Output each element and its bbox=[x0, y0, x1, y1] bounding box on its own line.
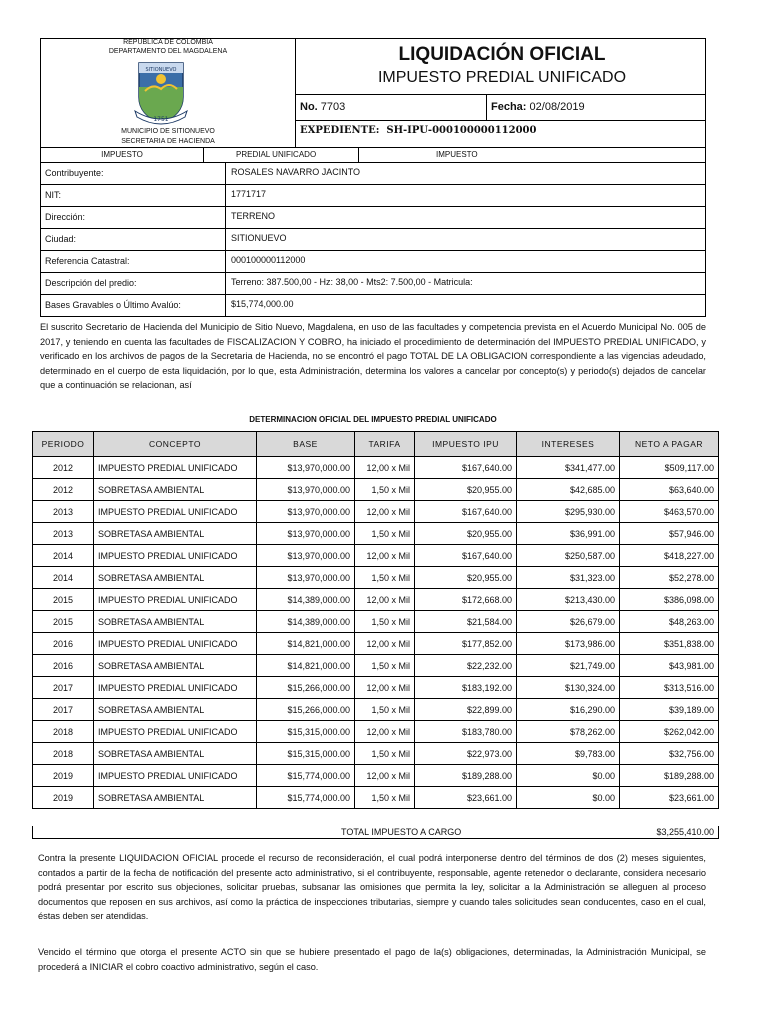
col-intereses: INTERESES bbox=[517, 432, 620, 457]
info-header-predial: PREDIAL UNIFICADO bbox=[204, 148, 359, 162]
cell-neto: $23,661.00 bbox=[620, 787, 719, 809]
table-title: DETERMINACION OFICIAL DEL IMPUESTO PREDIAL UNIFICADO bbox=[249, 415, 497, 424]
cell-periodo: 2013 bbox=[33, 501, 94, 523]
cell-concepto: SOBRETASA AMBIENTAL bbox=[94, 787, 257, 809]
taxpayer-info-table bbox=[40, 148, 706, 317]
liquidation-table bbox=[32, 431, 719, 809]
cell-concepto: IMPUESTO PREDIAL UNIFICADO bbox=[94, 721, 257, 743]
cell-base: $14,821,000.00 bbox=[257, 655, 355, 677]
cell-periodo: 2014 bbox=[33, 545, 94, 567]
cell-concepto: IMPUESTO PREDIAL UNIFICADO bbox=[94, 457, 257, 479]
cell-impuesto-ipu: $20,955.00 bbox=[415, 567, 517, 589]
seal-year: 1751 bbox=[153, 116, 169, 123]
cell-periodo: 2017 bbox=[33, 699, 94, 721]
cell-impuesto-ipu: $22,232.00 bbox=[415, 655, 517, 677]
cell-base: $15,774,000.00 bbox=[257, 765, 355, 787]
number-cell bbox=[296, 95, 487, 120]
cell-intereses: $36,991.00 bbox=[517, 523, 620, 545]
recurso-paragraph: Contra la presente LIQUIDACION OFICIAL procede el recurso de reconsideración, el cual podrá interponerse dentro del términos de dos (2) meses siguientes, contados a partir de la fecha de notificación del presente acto administrativo, si el contribuyente, responsable, agente retenedor o declarante, considera necesario podrá presentar por escrito sus objeciones, solicitar pruebas, subsanar las omisiones que permita la ley, solicitar a la Administración se alleguen al proceso documentos que reposen en sus archivos, así como la práctica de inspecciones tributarias, siempre y cuando tales solicitudes sean conducentes, caso en el cual, éstas deben ser atendidas. bbox=[38, 853, 706, 921]
info-value: 1771717 bbox=[231, 189, 267, 199]
cell-base: $13,970,000.00 bbox=[257, 501, 355, 523]
cell-neto: $509,117.00 bbox=[620, 457, 719, 479]
cell-neto: $43,981.00 bbox=[620, 655, 719, 677]
cell-periodo: 2012 bbox=[33, 479, 94, 501]
cell-concepto: SOBRETASA AMBIENTAL bbox=[94, 743, 257, 765]
coat-of-arms-logo bbox=[131, 57, 191, 127]
cell-intereses: $0.00 bbox=[517, 765, 620, 787]
cell-intereses: $213,430.00 bbox=[517, 589, 620, 611]
expediente-value: SH-IPU-000100000112000 bbox=[386, 125, 537, 136]
vencido-paragraph: Vencido el término que otorga el presente ACTO sin que se hubiere presentado el pago de la(s) obligaciones, determinadas, la Administración Municipal, se procederá a INICIAR el cobro coactivo administrativo, según el caso. bbox=[38, 947, 706, 972]
total-row bbox=[32, 826, 719, 839]
table-row bbox=[33, 655, 719, 677]
cell-concepto: IMPUESTO PREDIAL UNIFICADO bbox=[94, 501, 257, 523]
col-neto: NETO A PAGAR bbox=[620, 432, 719, 457]
cell-neto: $63,640.00 bbox=[620, 479, 719, 501]
info-value: $15,774,000.00 bbox=[231, 299, 294, 309]
cell-intereses: $173,986.00 bbox=[517, 633, 620, 655]
cell-impuesto-ipu: $20,955.00 bbox=[415, 479, 517, 501]
cell-concepto: IMPUESTO PREDIAL UNIFICADO bbox=[94, 633, 257, 655]
departamento-label: DEPARTAMENTO DEL MAGDALENA bbox=[108, 48, 228, 55]
table-row bbox=[33, 787, 719, 809]
cell-impuesto-ipu: $167,640.00 bbox=[415, 457, 517, 479]
col-base: BASE bbox=[257, 432, 355, 457]
cell-intereses: $16,290.00 bbox=[517, 699, 620, 721]
info-row-direccion bbox=[41, 207, 705, 229]
table-row bbox=[33, 457, 719, 479]
cell-base: $15,774,000.00 bbox=[257, 787, 355, 809]
cell-impuesto-ipu: $177,852.00 bbox=[415, 633, 517, 655]
cell-tarifa: 1,50 x Mil bbox=[355, 743, 415, 765]
table-row bbox=[33, 611, 719, 633]
cell-periodo: 2016 bbox=[33, 633, 94, 655]
cell-impuesto-ipu: $172,668.00 bbox=[415, 589, 517, 611]
svg-text:SITIONUEVO: SITIONUEVO bbox=[145, 67, 177, 73]
expediente-cell bbox=[300, 125, 536, 136]
cell-tarifa: 12,00 x Mil bbox=[355, 721, 415, 743]
cell-impuesto-ipu: $23,661.00 bbox=[415, 787, 517, 809]
cell-impuesto-ipu: $183,780.00 bbox=[415, 721, 517, 743]
cell-periodo: 2018 bbox=[33, 743, 94, 765]
cell-intereses: $341,477.00 bbox=[517, 457, 620, 479]
cell-neto: $351,838.00 bbox=[620, 633, 719, 655]
cell-periodo: 2019 bbox=[33, 765, 94, 787]
info-label: NIT: bbox=[41, 185, 226, 206]
table-row bbox=[33, 677, 719, 699]
cell-concepto: SOBRETASA AMBIENTAL bbox=[94, 479, 257, 501]
cell-tarifa: 1,50 x Mil bbox=[355, 611, 415, 633]
cell-intereses: $78,262.00 bbox=[517, 721, 620, 743]
cell-base: $13,970,000.00 bbox=[257, 545, 355, 567]
table-row bbox=[33, 721, 719, 743]
document-title: LIQUIDACIÓN OFICIAL bbox=[398, 44, 606, 65]
info-label: Referencia Catastral: bbox=[41, 251, 226, 272]
date-value: 02/08/2019 bbox=[529, 101, 585, 113]
table-row bbox=[33, 501, 719, 523]
cell-tarifa: 12,00 x Mil bbox=[355, 457, 415, 479]
table-row bbox=[33, 479, 719, 501]
cell-concepto: SOBRETASA AMBIENTAL bbox=[94, 611, 257, 633]
document-header bbox=[40, 38, 706, 148]
info-row-nit bbox=[41, 185, 705, 207]
table-row bbox=[33, 545, 719, 567]
info-label: Ciudad: bbox=[41, 229, 226, 250]
cell-base: $13,970,000.00 bbox=[257, 567, 355, 589]
cell-base: $14,821,000.00 bbox=[257, 633, 355, 655]
cell-neto: $313,516.00 bbox=[620, 677, 719, 699]
table-row bbox=[33, 589, 719, 611]
cell-base: $14,389,000.00 bbox=[257, 589, 355, 611]
cell-intereses: $0.00 bbox=[517, 787, 620, 809]
col-tarifa: TARIFA bbox=[355, 432, 415, 457]
cell-intereses: $295,930.00 bbox=[517, 501, 620, 523]
cell-concepto: SOBRETASA AMBIENTAL bbox=[94, 523, 257, 545]
expediente-label: EXPEDIENTE: bbox=[300, 125, 380, 136]
date-cell bbox=[487, 95, 706, 120]
cell-base: $15,266,000.00 bbox=[257, 699, 355, 721]
cell-tarifa: 1,50 x Mil bbox=[355, 479, 415, 501]
cell-impuesto-ipu: $20,955.00 bbox=[415, 523, 517, 545]
cell-tarifa: 1,50 x Mil bbox=[355, 699, 415, 721]
info-value: Terreno: 387.500,00 - Hz: 38,00 - Mts2: 7.500,00 - Matricula: bbox=[231, 277, 473, 287]
cell-neto: $32,756.00 bbox=[620, 743, 719, 765]
info-label: Contribuyente: bbox=[41, 163, 226, 184]
cell-periodo: 2016 bbox=[33, 655, 94, 677]
cell-concepto: IMPUESTO PREDIAL UNIFICADO bbox=[94, 765, 257, 787]
document-subtitle: IMPUESTO PREDIAL UNIFICADO bbox=[377, 69, 627, 86]
cell-impuesto-ipu: $167,640.00 bbox=[415, 501, 517, 523]
cell-concepto: SOBRETASA AMBIENTAL bbox=[94, 655, 257, 677]
info-row-contribuyente bbox=[41, 163, 705, 185]
number-label: No. bbox=[300, 101, 318, 113]
cell-base: $13,970,000.00 bbox=[257, 479, 355, 501]
info-header-impuesto: IMPUESTO bbox=[41, 148, 204, 162]
info-row-bases bbox=[41, 295, 705, 316]
cell-intereses: $42,685.00 bbox=[517, 479, 620, 501]
col-impuesto-ipu: IMPUESTO IPU bbox=[415, 432, 517, 457]
logo-cell bbox=[41, 39, 296, 147]
date-label: Fecha: bbox=[491, 101, 527, 113]
cell-impuesto-ipu: $22,899.00 bbox=[415, 699, 517, 721]
cell-tarifa: 12,00 x Mil bbox=[355, 501, 415, 523]
cell-impuesto-ipu: $21,584.00 bbox=[415, 611, 517, 633]
cell-tarifa: 12,00 x Mil bbox=[355, 633, 415, 655]
col-concepto: CONCEPTO bbox=[94, 432, 257, 457]
cell-neto: $463,570.00 bbox=[620, 501, 719, 523]
info-label: Bases Gravables o Último Avalúo: bbox=[41, 295, 226, 316]
cell-base: $13,970,000.00 bbox=[257, 457, 355, 479]
cell-concepto: SOBRETASA AMBIENTAL bbox=[94, 567, 257, 589]
cell-concepto: IMPUESTO PREDIAL UNIFICADO bbox=[94, 677, 257, 699]
table-row bbox=[33, 633, 719, 655]
cell-periodo: 2012 bbox=[33, 457, 94, 479]
col-periodo: PERIODO bbox=[33, 432, 94, 457]
table-row bbox=[33, 523, 719, 545]
cell-intereses: $31,323.00 bbox=[517, 567, 620, 589]
cell-neto: $48,263.00 bbox=[620, 611, 719, 633]
info-label: Dirección: bbox=[41, 207, 226, 228]
total-label: TOTAL IMPUESTO A CARGO bbox=[341, 827, 462, 837]
info-row-referencia bbox=[41, 251, 705, 273]
info-value: SITIONUEVO bbox=[231, 233, 287, 243]
table-row bbox=[33, 567, 719, 589]
cell-concepto: IMPUESTO PREDIAL UNIFICADO bbox=[94, 589, 257, 611]
cell-tarifa: 12,00 x Mil bbox=[355, 545, 415, 567]
republica-label: REPUBLICA DE COLOMBIA bbox=[123, 39, 213, 46]
info-header-impuesto-2: IMPUESTO bbox=[436, 150, 478, 159]
cell-intereses: $26,679.00 bbox=[517, 611, 620, 633]
cell-impuesto-ipu: $189,288.00 bbox=[415, 765, 517, 787]
table-row bbox=[33, 743, 719, 765]
cell-concepto: IMPUESTO PREDIAL UNIFICADO bbox=[94, 545, 257, 567]
cell-periodo: 2015 bbox=[33, 589, 94, 611]
cell-impuesto-ipu: $167,640.00 bbox=[415, 545, 517, 567]
number-date-row bbox=[296, 94, 706, 121]
cell-base: $13,970,000.00 bbox=[257, 523, 355, 545]
cell-tarifa: 12,00 x Mil bbox=[355, 589, 415, 611]
intro-paragraph: El suscrito Secretario de Hacienda del Municipio de Sitio Nuevo, Magdalena, en uso de las facultades y competencia prevista en el Acuerdo Municipal No. 005 de 2017, y teniendo en cuenta las facultades de FISCALIZACION Y COBRO, ha iniciado el procedimiento de determinación del IMPUESTO PREDIAL UNIFICADO, y verificado en los archivos de pagos de la Secretaria de Hacienda, no se encontró el pago TOTAL DE LA OBLIGACION correspondiente a las vigencias adeudado, determinado en el cuerpo de esta liquidación, por lo que, esta Administración, determina los valores a cancelar por concepto(s) y periodo(s) dejados de cancelar que a continuación se relacionan, así bbox=[40, 322, 706, 390]
cell-periodo: 2018 bbox=[33, 721, 94, 743]
cell-base: $15,315,000.00 bbox=[257, 721, 355, 743]
total-value: $3,255,410.00 bbox=[656, 827, 714, 837]
cell-tarifa: 12,00 x Mil bbox=[355, 765, 415, 787]
cell-base: $15,266,000.00 bbox=[257, 677, 355, 699]
info-value: 000100000112000 bbox=[231, 255, 306, 265]
cell-periodo: 2015 bbox=[33, 611, 94, 633]
number-value: 7703 bbox=[320, 101, 346, 113]
info-label: Descripción del predio: bbox=[41, 273, 226, 294]
table-row bbox=[33, 765, 719, 787]
info-header-row bbox=[41, 148, 705, 163]
cell-neto: $39,189.00 bbox=[620, 699, 719, 721]
table-header-row bbox=[33, 432, 719, 457]
cell-periodo: 2019 bbox=[33, 787, 94, 809]
cell-base: $15,315,000.00 bbox=[257, 743, 355, 765]
cell-neto: $57,946.00 bbox=[620, 523, 719, 545]
cell-intereses: $130,324.00 bbox=[517, 677, 620, 699]
info-row-descripcion bbox=[41, 273, 705, 295]
cell-periodo: 2017 bbox=[33, 677, 94, 699]
cell-neto: $189,288.00 bbox=[620, 765, 719, 787]
info-row-ciudad bbox=[41, 229, 705, 251]
info-value: ROSALES NAVARRO JACINTO bbox=[231, 167, 361, 177]
cell-tarifa: 1,50 x Mil bbox=[355, 523, 415, 545]
cell-tarifa: 1,50 x Mil bbox=[355, 655, 415, 677]
cell-tarifa: 1,50 x Mil bbox=[355, 787, 415, 809]
cell-intereses: $9,783.00 bbox=[517, 743, 620, 765]
cell-neto: $386,098.00 bbox=[620, 589, 719, 611]
cell-periodo: 2014 bbox=[33, 567, 94, 589]
cell-tarifa: 1,50 x Mil bbox=[355, 567, 415, 589]
cell-neto: $52,278.00 bbox=[620, 567, 719, 589]
secretaria-label: SECRETARIA DE HACIENDA bbox=[121, 138, 215, 145]
cell-tarifa: 12,00 x Mil bbox=[355, 677, 415, 699]
cell-concepto: SOBRETASA AMBIENTAL bbox=[94, 699, 257, 721]
cell-intereses: $21,749.00 bbox=[517, 655, 620, 677]
cell-intereses: $250,587.00 bbox=[517, 545, 620, 567]
cell-neto: $262,042.00 bbox=[620, 721, 719, 743]
table-row bbox=[33, 699, 719, 721]
municipio-label: MUNICIPIO DE SITIONUEVO bbox=[121, 128, 215, 135]
info-value: TERRENO bbox=[231, 211, 276, 221]
cell-base: $14,389,000.00 bbox=[257, 611, 355, 633]
cell-impuesto-ipu: $22,973.00 bbox=[415, 743, 517, 765]
cell-periodo: 2013 bbox=[33, 523, 94, 545]
cell-impuesto-ipu: $183,192.00 bbox=[415, 677, 517, 699]
cell-neto: $418,227.00 bbox=[620, 545, 719, 567]
